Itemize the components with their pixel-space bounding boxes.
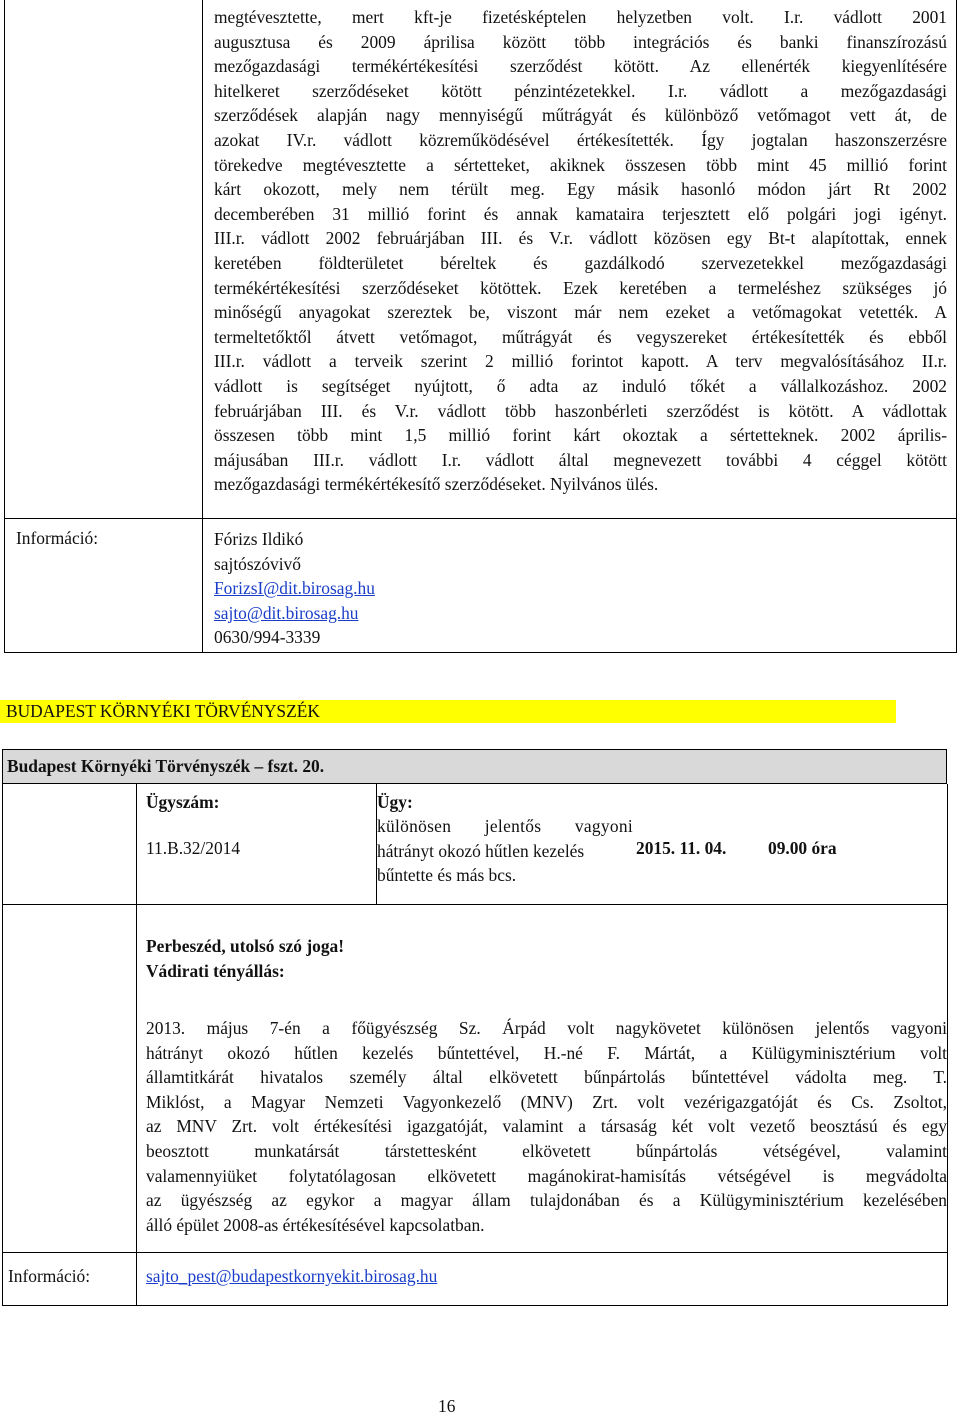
text-line: minőségű anyagokat szereztek be, viszont már nem ezeket a vetőmagokat vetették. A bbox=[214, 302, 947, 323]
text-line: májusában III.r. vádlott I.r. vádlott által megnevezett további 4 céggel kötött bbox=[214, 449, 947, 470]
contact-name: Fórizs Ildikó bbox=[214, 529, 304, 549]
text-line: azokat IV.r. vádlott közreműködésével értékesítették. Így jogtalan haszonszerzésre bbox=[214, 129, 947, 150]
contact-phone: 0630/994-3339 bbox=[214, 627, 321, 648]
text-line: az MNV Zrt. volt értékesítési igazgatóját, valamint a társaság két volt vezető beosztású és egy bbox=[146, 1116, 947, 1137]
text-line: az ügyészség az egykor a magyar állam tulajdonában és a Külügyminisztérium kezelésében bbox=[146, 1190, 947, 1211]
table-row-divider bbox=[2, 1252, 948, 1253]
info-email-link[interactable]: sajto_pest@budapestkornyekit.birosag.hu bbox=[146, 1266, 438, 1286]
text-line: összesen több mint 1,5 millió forint kárt okoztak a sértetteknek. 2002 április- bbox=[214, 425, 947, 446]
text-line: törekedve megtévesztette a sértetteket, akiknek összesen több mint 45 millió forint bbox=[214, 154, 947, 175]
text-line: vádlott is segítséget nyújtott, ő adta az induló tőkét a vállalkozáshoz. 2002 bbox=[214, 375, 947, 396]
text-line: bűntette és más bcs. bbox=[377, 865, 517, 885]
case-description bbox=[214, 5, 947, 497]
matter-text bbox=[377, 814, 633, 888]
text-line: államtitkárát hivatalos személy által elkövetett bűnpártolás bűntettével vádolta meg. T. bbox=[146, 1067, 947, 1088]
indictment-text bbox=[146, 1016, 947, 1237]
table-border-right bbox=[956, 0, 957, 652]
press-email-link[interactable]: sajto@dit.birosag.hu bbox=[214, 602, 359, 623]
text-line: termékértékesítési szerződéseket kötöttek. Ezek keretében a termeléshez szükséges jó bbox=[214, 277, 947, 298]
case-number-label: Ügyszám: bbox=[146, 792, 220, 812]
text-line: különösen jelentős vagyoni bbox=[377, 816, 633, 836]
text-line: beosztott munkatársát társtettesként elkövetett bűnpártolás vétségével, valamint bbox=[146, 1140, 947, 1161]
text-line: valamennyiüket folytatólagosan elkövetett magánokirat-hamisítás vétségével is megvádolta bbox=[146, 1165, 947, 1186]
table-border-mid bbox=[202, 0, 203, 652]
hearing-notice: Perbeszéd, utolsó szó joga! bbox=[146, 936, 345, 956]
text-line: februárjában III. és V.r. vádlott több haszonbérleti szerződést is kötött. A vádlottak bbox=[214, 400, 947, 421]
text-line: szerződések alapján nagy mennyiségű műtrágyát és különböző vetőmagot vett át, de bbox=[214, 105, 947, 126]
text-line: kárt okozott, mely nem térült meg. Egy másik hasonló módon járt Rt 2002 bbox=[214, 179, 947, 200]
text-line: mezőgazdasági termékértékesítő szerződéseket. Nyilvános ülés. bbox=[214, 474, 659, 495]
text-line: álló épület 2008-as értékesítésével kapcsolatban. bbox=[146, 1214, 485, 1235]
text-line: mezőgazdasági termékértékesítési szerződést kötött. Az ellenérték kiegyenlítésére bbox=[214, 56, 947, 77]
table-border-left bbox=[4, 0, 5, 652]
table-row-divider bbox=[4, 518, 957, 519]
text-line: decemberében 31 millió forint és annak kamataira terjesztett elő polgári jogi igényt. bbox=[214, 203, 947, 224]
contact-role: sajtószóvivő bbox=[214, 553, 301, 574]
text-line: keretében földterületet béreltek és gazdálkodó szervezetekkel mezőgazdasági bbox=[214, 252, 947, 273]
court-location: Budapest Környéki Törvényszék – fszt. 20. bbox=[2, 749, 947, 784]
text-line: hátrányt okozó hűtlen kezelés bbox=[377, 840, 585, 861]
info-label: Információ: bbox=[16, 528, 99, 548]
text-line: III.r. vádlott 2002 februárjában III. és V.r. vádlott közösen egy Bt-t alapítottak, ennek bbox=[214, 228, 947, 249]
table-border-left bbox=[2, 784, 3, 1305]
text-line: termeltetőktől átvett vetőmagot, műtrágyát és vegyszereket értékesítették és ebből bbox=[214, 326, 947, 347]
table-border-bottom bbox=[4, 652, 957, 653]
table-border-mid bbox=[136, 784, 137, 1305]
hearing-time: 09.00 óra bbox=[768, 838, 837, 858]
indictment-label: Vádirati tényállás: bbox=[146, 961, 285, 981]
page-number: 16 bbox=[438, 1396, 456, 1416]
text-line: 2013. május 7-én a főügyészség Sz. Árpád volt nagykövetet különösen jelentős vagyoni bbox=[146, 1018, 947, 1038]
table-border-right bbox=[947, 784, 948, 1305]
court-heading: BUDAPEST KÖRNYÉKI TÖRVÉNYSZÉK bbox=[0, 700, 896, 723]
table-row-divider bbox=[2, 904, 948, 905]
matter-label: Ügy: bbox=[377, 792, 413, 812]
case-number: 11.B.32/2014 bbox=[146, 838, 241, 858]
text-line: hátrányt okozó hűtlen kezelés bűntettével, H.-né F. Mártát, a Külügyminisztérium volt bbox=[146, 1042, 947, 1063]
text-line: Miklóst, a Magyar Nemzeti Vagyonkezelő (MNV) Zrt. volt vezérigazgatóját és Cs. Zsoltot, bbox=[146, 1091, 947, 1112]
text-line: III.r. vádlott a terveik szerint 2 millió forintot kapott. A terv megvalósításához II.r. bbox=[214, 351, 947, 372]
contact-block bbox=[214, 527, 375, 650]
table-border-bottom bbox=[2, 1305, 948, 1306]
text-line: hitelkeret szerződéseket kötött pénzintézetekkel. I.r. vádlott a mezőgazdasági bbox=[214, 80, 947, 101]
contact-email-link[interactable]: ForizsI@dit.birosag.hu bbox=[214, 578, 375, 599]
text-line: augusztusa és 2009 áprilisa között több integrációs és banki finanszírozású bbox=[214, 31, 947, 52]
hearing-date: 2015. 11. 04. bbox=[636, 838, 727, 858]
text-line: megtévesztette, mert kft-je fizetésképtelen helyzetben volt. I.r. vádlott 2001 bbox=[214, 7, 947, 27]
info-label: Információ: bbox=[8, 1266, 91, 1286]
